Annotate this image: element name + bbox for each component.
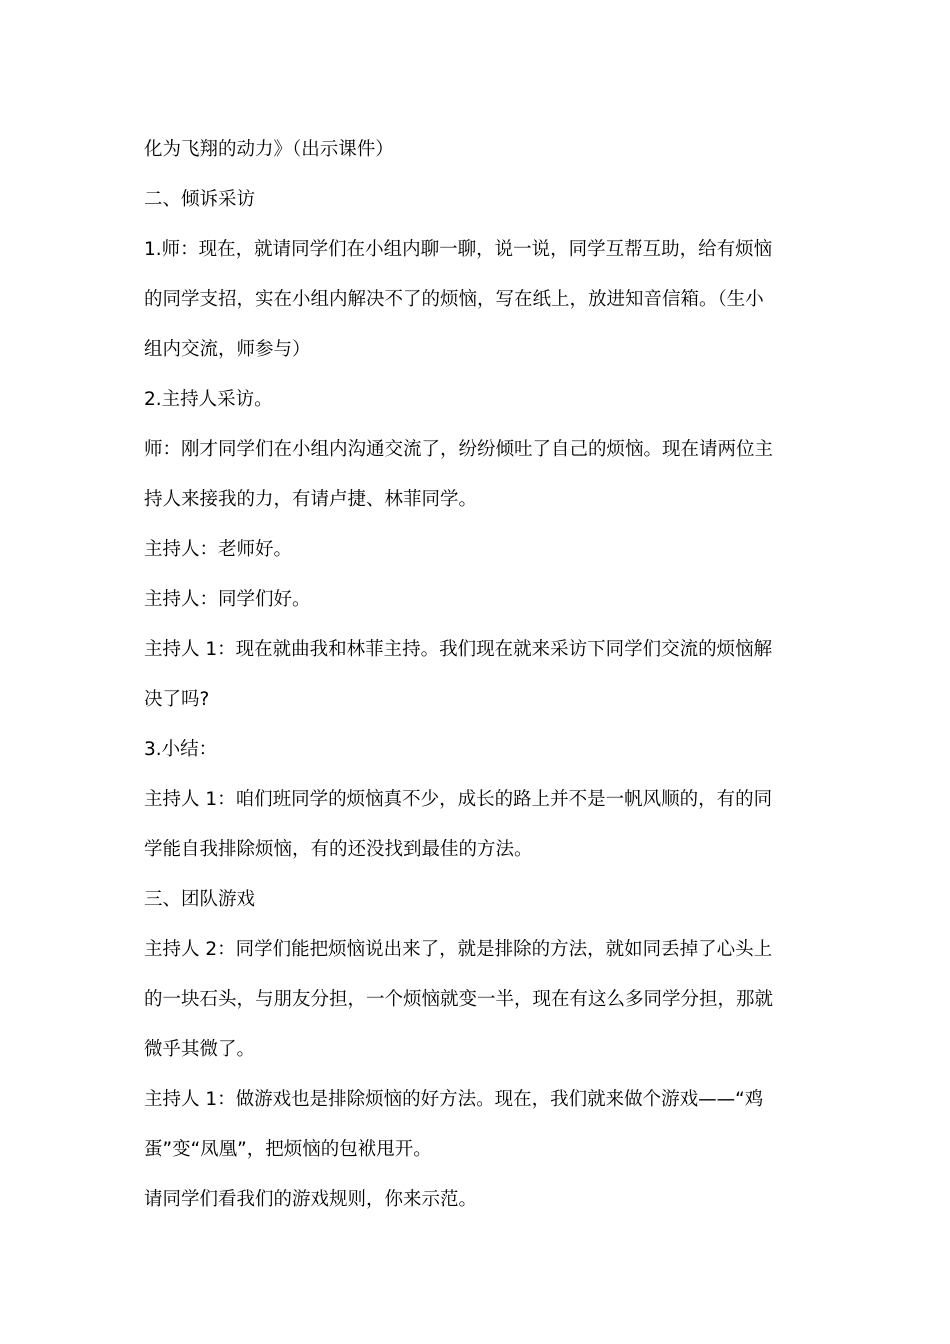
text-line: 的一块石头，与朋友分担，一个烦恼就变一半，现在有这么多同学分担，那就: [144, 989, 774, 1010]
text-line: 的同学支招，实在小组内解决不了的烦恼，写在纸上，放进知音信箱。（生小: [144, 289, 764, 310]
text-line: 微乎其微了。: [144, 1039, 256, 1060]
text-line: 主持人：同学们好。: [144, 589, 311, 610]
text-line: 持人来接我的力，有请卢捷、林菲同学。: [144, 489, 478, 510]
text-line: 3.小结：: [144, 739, 218, 760]
text-line: 师：刚才同学们在小组内沟通交流了，纷纷倾吐了自己的烦恼。现在请两位主: [144, 439, 774, 460]
text-line: 学能自我排除烦恼，有的还没找到最佳的方法。: [144, 839, 533, 860]
text-line: 1.师：现在，就请同学们在小组内聊一聊，说一说，同学互帮互助，给有烦恼: [144, 239, 773, 260]
text-line: 主持人 1：咱们班同学的烦恼真不少，成长的路上并不是一帆风顺的，有的同: [144, 789, 773, 810]
text-line: 蛋”变“凤凰”，把烦恼的包袱甩开。: [144, 1139, 432, 1160]
text-line: 决了吗?: [144, 689, 210, 710]
text-line: 主持人 1：现在就曲我和林菲主持。我们现在就来采访下同学们交流的烦恼解: [144, 639, 773, 660]
text-line: 主持人 2：同学们能把烦恼说出来了，就是排除的方法，就如同丢掉了心头上: [144, 939, 773, 960]
text-line: 主持人：老师好。: [144, 539, 293, 560]
text-line: 请同学们看我们的游戏规则，你来示范。: [144, 1189, 478, 1210]
text-line: 组内交流，师参与）: [144, 339, 311, 360]
text-line: 主持人 1：做游戏也是排除烦恼的好方法。现在，我们就来做个游戏——“鸡: [144, 1089, 764, 1110]
text-line: 2.主持人采访。: [144, 389, 273, 410]
document-body: [144, 132, 808, 1232]
section-heading: 三、团队游戏: [144, 889, 256, 910]
text-line: 化为飞翔的动力》（出示课件）: [144, 139, 394, 160]
section-heading: 二、倾诉采访: [144, 189, 256, 210]
